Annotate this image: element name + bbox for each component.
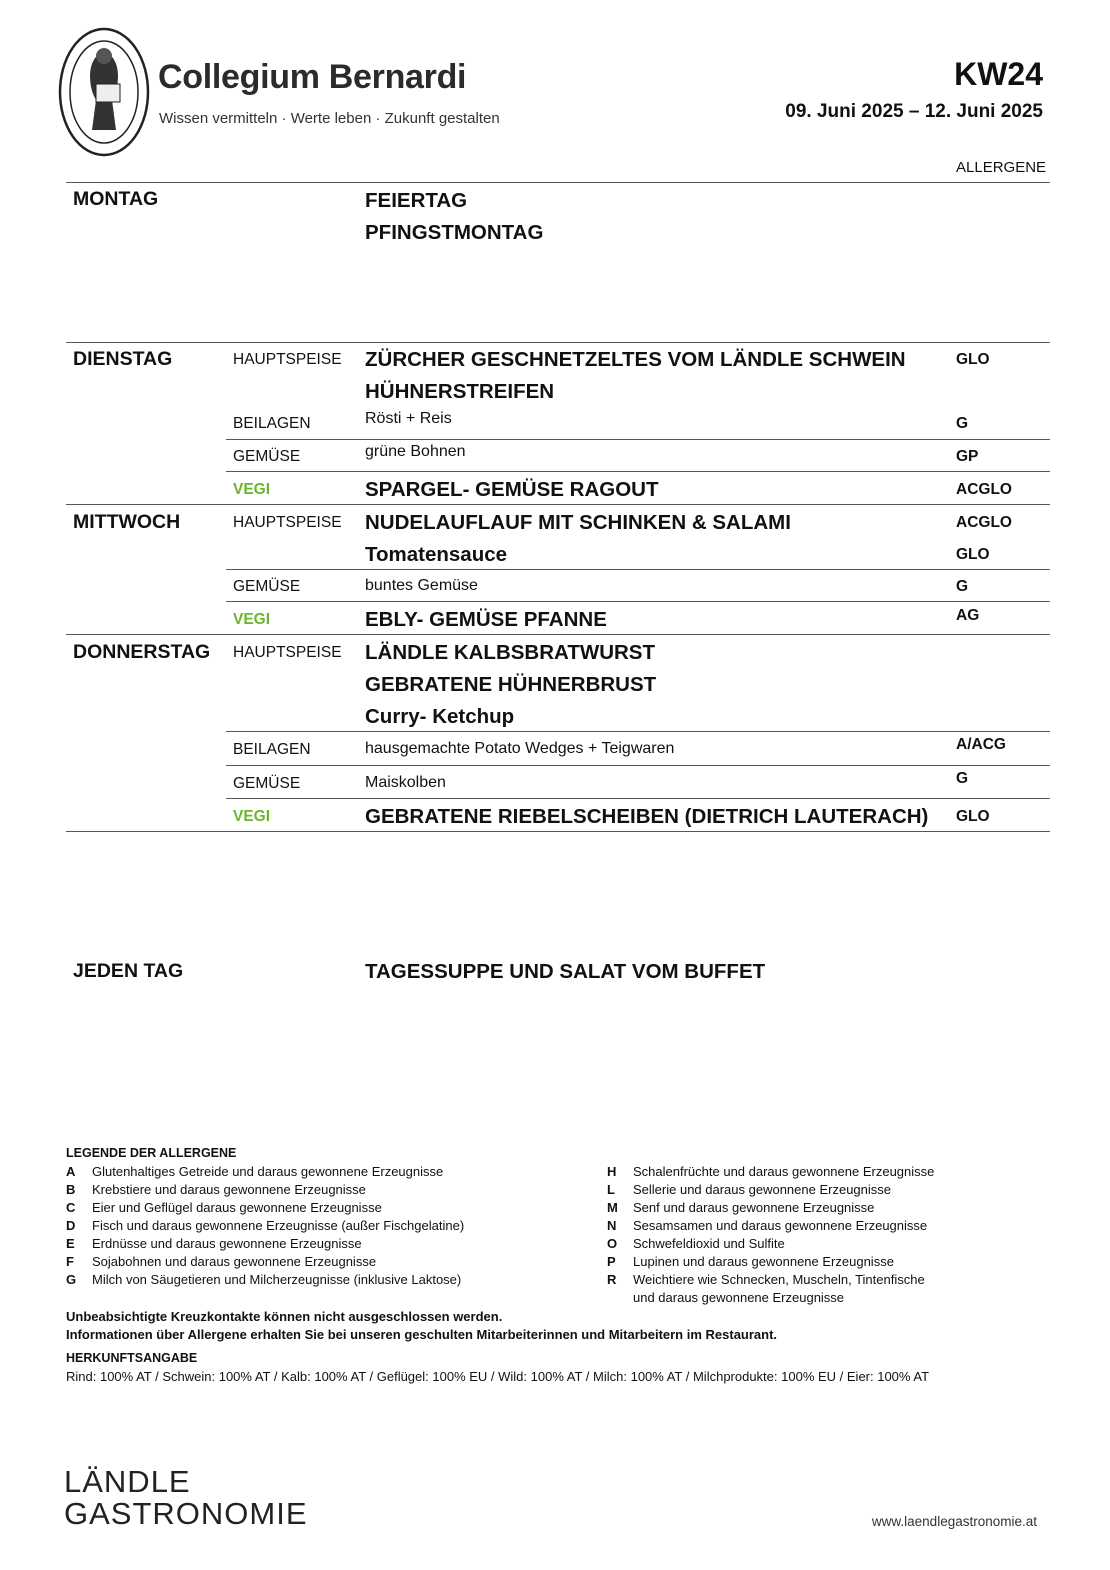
- allergene-column-header: ALLERGENE: [956, 159, 1047, 176]
- legend-item: O Schwefeldioxid und Sulfite: [607, 1236, 785, 1251]
- monday-line-2: PFINGSTMONTAG: [365, 221, 544, 244]
- allergen-info-note: Informationen über Allergene erhalten Sie bei unseren geschulten Mitarbeiterinnen und Mitarbeitern im Restaurant.: [66, 1327, 778, 1342]
- legend-item: N Sesamsamen und daraus gewonnene Erzeugnisse: [607, 1218, 928, 1233]
- vegi-label: VEGI: [233, 611, 271, 628]
- brand-tagline: Wissen vermitteln · Werte leben · Zukunft gestalten: [159, 110, 500, 127]
- logo-line-1: LÄNDLE: [64, 1464, 191, 1499]
- thursday-main-1: LÄNDLE KALBSBRATWURST: [365, 641, 656, 664]
- legend-item: D Fisch und daraus gewonnene Erzeugnisse (außer Fischgelatine): [66, 1218, 465, 1233]
- divider: [66, 504, 1050, 505]
- legend-item-continuation: und daraus gewonnene Erzeugnisse: [633, 1290, 845, 1305]
- wednesday-vegetable: buntes Gemüse: [365, 577, 478, 594]
- tuesday-main-1: ZÜRCHER GESCHNETZELTES VOM LÄNDLE SCHWEIN: [365, 348, 906, 371]
- vegi-label: VEGI: [233, 481, 271, 498]
- allergen-code: G: [956, 578, 969, 595]
- category-label: GEMÜSE: [233, 448, 301, 465]
- divider: [226, 601, 1050, 602]
- allergen-code: ACGLO: [956, 481, 1012, 498]
- legend-item: B Krebstiere und daraus gewonnene Erzeugnisse: [66, 1182, 366, 1197]
- tuesday-vegetable: grüne Bohnen: [365, 443, 466, 460]
- legend-item: H Schalenfrüchte und daraus gewonnene Erzeugnisse: [607, 1164, 935, 1179]
- legend-item: E Erdnüsse und daraus gewonnene Erzeugnisse: [66, 1236, 362, 1251]
- vegi-label: VEGI: [233, 808, 271, 825]
- category-label: GEMÜSE: [233, 578, 301, 595]
- origin-title: HERKUNFTSANGABE: [66, 1351, 198, 1365]
- collegium-seal-logo: [58, 26, 150, 158]
- thursday-sides: hausgemachte Potato Wedges + Teigwaren: [365, 740, 675, 757]
- legend-item: M Senf und daraus gewonnene Erzeugnisse: [607, 1200, 875, 1215]
- thursday-vegi: GEBRATENE RIEBELSCHEIBEN (DIETRICH LAUTERACH): [365, 805, 929, 828]
- legend-title: LEGENDE DER ALLERGENE: [66, 1146, 237, 1160]
- category-label: BEILAGEN: [233, 741, 311, 758]
- divider: [226, 731, 1050, 732]
- category-label: HAUPTSPEISE: [233, 351, 342, 368]
- legend-item: L Sellerie und daraus gewonnene Erzeugnisse: [607, 1182, 892, 1197]
- thursday-vegetable: Maiskolben: [365, 774, 446, 791]
- day-monday: MONTAG: [73, 188, 159, 210]
- date-range: 09. Juni 2025 – 12. Juni 2025: [785, 101, 1043, 122]
- divider: [66, 831, 1050, 832]
- wednesday-main-1: NUDELAUFLAUF MIT SCHINKEN & SALAMI: [365, 511, 791, 534]
- thursday-main-3: Curry- Ketchup: [365, 705, 515, 728]
- daily-offer: TAGESSUPPE UND SALAT VOM BUFFET: [365, 960, 766, 983]
- legend-item: C Eier und Geflügel daraus gewonnene Erzeugnisse: [66, 1200, 382, 1215]
- allergen-code: GLO: [956, 351, 990, 368]
- laendle-gastronomie-logo: [64, 1466, 308, 1530]
- allergen-code: GLO: [956, 546, 990, 563]
- wednesday-main-2: Tomatensauce: [365, 543, 508, 566]
- day-thursday: DONNERSTAG: [73, 641, 211, 663]
- week-number: KW24: [954, 56, 1043, 92]
- category-label: HAUPTSPEISE: [233, 514, 342, 531]
- divider: [226, 569, 1050, 570]
- legend-item: R Weichtiere wie Schnecken, Muscheln, Tintenfische: [607, 1272, 925, 1287]
- legend-item: A Glutenhaltiges Getreide und daraus gewonnene Erzeugnisse: [66, 1164, 444, 1179]
- legend-item: P Lupinen und daraus gewonnene Erzeugnisse: [607, 1254, 894, 1269]
- divider: [66, 182, 1050, 183]
- cross-contact-note: Unbeabsichtigte Kreuzkontakte können nicht ausgeschlossen werden.: [66, 1309, 503, 1324]
- divider: [226, 471, 1050, 472]
- allergen-code: GLO: [956, 808, 990, 825]
- divider: [226, 439, 1050, 440]
- brand-name: Collegium Bernardi: [158, 58, 467, 96]
- daily-label: JEDEN TAG: [73, 960, 184, 982]
- website-url: www.laendlegastronomie.at: [871, 1514, 1037, 1529]
- monday-line-1: FEIERTAG: [365, 189, 468, 212]
- allergen-code: G: [956, 770, 969, 787]
- day-tuesday: DIENSTAG: [73, 348, 173, 370]
- divider: [226, 765, 1050, 766]
- legend-item: G Milch von Säugetieren und Milcherzeugnisse (inklusive Laktose): [66, 1272, 462, 1287]
- legend-item: F Sojabohnen und daraus gewonnene Erzeugnisse: [66, 1254, 377, 1269]
- allergen-code: ACGLO: [956, 514, 1012, 531]
- allergen-code: GP: [956, 448, 979, 465]
- wednesday-vegi: EBLY- GEMÜSE PFANNE: [365, 608, 607, 631]
- divider: [66, 634, 1050, 635]
- logo-line-2: GASTRONOMIE: [64, 1496, 308, 1531]
- allergen-code: AG: [956, 607, 980, 624]
- allergen-code: G: [956, 415, 969, 432]
- divider: [66, 342, 1050, 343]
- tuesday-vegi: SPARGEL- GEMÜSE RAGOUT: [365, 478, 659, 501]
- category-label: BEILAGEN: [233, 415, 311, 432]
- category-label: HAUPTSPEISE: [233, 644, 342, 661]
- thursday-main-2: GEBRATENE HÜHNERBRUST: [365, 673, 657, 696]
- origin-text: Rind: 100% AT / Schwein: 100% AT / Kalb: 100% AT / Geflügel: 100% EU / Wild: 100% AT / Milch: 100% AT / Milchprodukte: 100% EU / Eier: 100% AT: [66, 1369, 930, 1384]
- tuesday-sides: Rösti + Reis: [365, 410, 452, 427]
- divider: [226, 798, 1050, 799]
- day-wednesday: MITTWOCH: [73, 511, 181, 533]
- tuesday-main-2: HÜHNERSTREIFEN: [365, 380, 555, 403]
- allergen-code: A/ACG: [956, 736, 1006, 753]
- category-label: GEMÜSE: [233, 775, 301, 792]
